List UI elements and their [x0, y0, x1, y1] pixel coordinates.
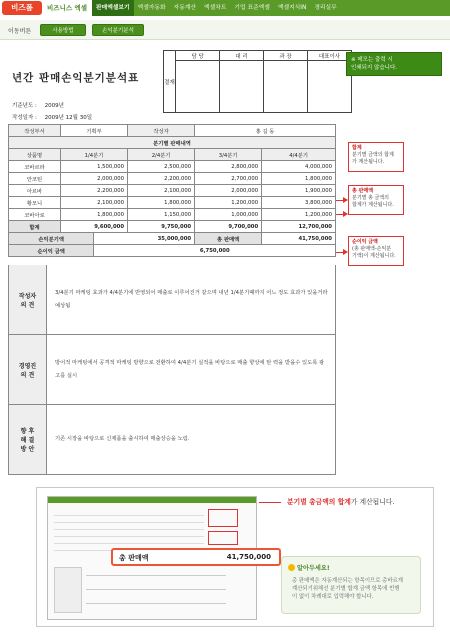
approval-head-2: 대 리: [220, 51, 264, 61]
q4-cell[interactable]: 1,800,000: [262, 173, 336, 185]
top-navigation-bar: [0, 0, 450, 16]
tip-title: [288, 563, 330, 572]
main-menu: [92, 0, 341, 16]
dept-label: 작성부서: [9, 125, 61, 137]
total-label: 합계: [9, 221, 61, 233]
q1-cell[interactable]: 2,100,000: [61, 197, 128, 209]
q1-cell[interactable]: 1,500,000: [61, 161, 128, 173]
q1-cell[interactable]: 2,200,000: [61, 185, 128, 197]
total-row: [9, 221, 336, 233]
approval-sign-4[interactable]: [308, 61, 352, 113]
mini-row: [54, 532, 204, 537]
col-header: 1/4분기: [61, 149, 128, 161]
zoomed-total-sales: [111, 548, 281, 566]
profit-label: 순이익 금액: [9, 245, 94, 257]
nav-item-excel-view[interactable]: 판매엑셀보기: [92, 0, 134, 16]
nav-item-knowledge[interactable]: 엑셀지식IN: [277, 5, 307, 11]
product-name[interactable]: 코바아로: [9, 209, 61, 221]
callout-total-title: 합계: [352, 145, 362, 151]
mini-callout: [208, 509, 238, 527]
callout-profit-text: (총 판매액-손익분 기액)이 계산됩니다.: [352, 246, 396, 259]
table-row: [9, 173, 336, 185]
tip-title-text: 알아두세요!: [297, 565, 330, 572]
total-sales-label: 총 판매액: [195, 233, 262, 245]
zoom-label: 총 판매액: [119, 554, 149, 562]
mini-row: [54, 511, 204, 516]
q3-cell[interactable]: 1,000,000: [195, 209, 262, 221]
mini-row: [54, 518, 204, 523]
q3-cell[interactable]: 2,800,000: [195, 161, 262, 173]
tutorial-panel: [36, 487, 434, 627]
mini-row: [54, 539, 204, 544]
q2-cell[interactable]: 2,200,000: [128, 173, 195, 185]
nav-item-auto-calc[interactable]: 자동계산: [173, 5, 197, 11]
callout-profit: [348, 236, 404, 266]
total-sales-value: 41,750,000: [262, 233, 336, 245]
total-q2: 9,750,000: [128, 221, 195, 233]
q3-cell[interactable]: 2,700,000: [195, 173, 262, 185]
sales-table: [8, 124, 336, 257]
callout-sales: [348, 185, 404, 215]
write-date-label: 작성일자 :: [12, 115, 37, 121]
write-date: [12, 113, 92, 121]
product-name[interactable]: 안코틴: [9, 173, 61, 185]
product-name[interactable]: 아르바: [9, 185, 61, 197]
table-row: [9, 185, 336, 197]
approval-head-4: 대표이사: [308, 51, 352, 61]
callout-total: [348, 142, 404, 172]
approval-sign-2[interactable]: [220, 61, 264, 113]
move-button-bar: [0, 20, 450, 40]
breakeven-value[interactable]: 35,000,000: [94, 233, 195, 245]
mini-row: [54, 525, 204, 530]
section-title: 분기별 판매내역: [9, 137, 336, 149]
col-header: 2/4분기: [128, 149, 195, 161]
page-title: 년간 판매손익분기분석표: [12, 72, 140, 84]
future-plan-label: 향 후 해 결 방 안: [9, 405, 47, 474]
move-button-label: 이동버튼: [8, 28, 32, 35]
profit-value: 6,750,000: [94, 245, 336, 257]
callout-profit-title: 순이익 금액: [352, 239, 378, 245]
sample-button[interactable]: 손익분기분석: [92, 24, 144, 36]
q4-cell[interactable]: 1,200,000: [262, 209, 336, 221]
q2-cell[interactable]: 1,150,000: [128, 209, 195, 221]
mini-opinion-label: [54, 567, 82, 613]
col-header: 4/4분기: [262, 149, 336, 161]
tutorial-hint-rest: 가 계산됩니다.: [350, 498, 395, 506]
nav-item-automation[interactable]: 엑셀자동화: [137, 5, 166, 11]
tutorial-hint: [287, 496, 395, 506]
writer-opinion-label: 작성자 의 견: [9, 265, 47, 334]
management-opinion-label: 경영진 의 견: [9, 335, 47, 404]
writer-label: 작성자: [128, 125, 195, 137]
mini-header: [48, 497, 256, 503]
hint-arrow: [259, 502, 281, 503]
q3-cell[interactable]: 2,000,000: [195, 185, 262, 197]
q3-cell[interactable]: 1,200,000: [195, 197, 262, 209]
mini-text-line: [86, 603, 226, 604]
total-q3: 9,700,000: [195, 221, 262, 233]
brand-logo[interactable]: [0, 0, 92, 16]
approval-box: [163, 50, 352, 113]
mini-text-line: [86, 589, 226, 590]
q1-cell[interactable]: 2,000,000: [61, 173, 128, 185]
callout-total-text: 분기별 금액의 합계 가 계산됩니다.: [352, 152, 394, 165]
q4-cell[interactable]: 1,900,000: [262, 185, 336, 197]
nav-item-accounting[interactable]: 경리실무: [314, 5, 337, 11]
future-plan-text[interactable]: 기존 시장을 바탕으로 신제품을 출시하여 매출상승을 노림.: [55, 436, 190, 442]
q4-cell[interactable]: 4,000,000: [262, 161, 336, 173]
nav-item-standard[interactable]: 기업 표준엑셀: [234, 5, 270, 11]
tutorial-hint-bold: 분기별 총금액의 합계: [287, 498, 351, 506]
mini-text-line: [86, 575, 226, 576]
callout-sales-text: 분기별 총 금액의 합계가 계산됩니다.: [352, 195, 394, 208]
print-note: [346, 52, 442, 76]
breakeven-label: 손익분기액: [9, 233, 94, 245]
approval-head-3: 과 장: [264, 51, 308, 61]
table-header-row: [9, 149, 336, 161]
writer-opinion: [8, 265, 336, 335]
base-year-label: 기준년도 :: [12, 103, 37, 109]
col-header: 상품명: [9, 149, 61, 161]
table-row: [9, 161, 336, 173]
usage-button[interactable]: 사용방법: [40, 24, 86, 36]
logo-main: 비즈폼: [2, 1, 42, 15]
future-plan: [8, 405, 336, 475]
tip-body: 총 판매액은 자동계산되는 항목이므로 총바르게 계산되기위해선 분기별 합계 금액 항목에 빈행 이 없이 차례대로 입력해야 합니다.: [292, 578, 404, 600]
callout-sales-title: 총 판매액: [352, 188, 374, 194]
table-row: [9, 197, 336, 209]
zoom-value: 41,750,000: [226, 553, 271, 561]
breakeven-row: [9, 233, 336, 245]
management-opinion-text[interactable]: 방어적 마케팅에서 공격적 마케팅 방향으로 전환하여 4/4분기 실적을 바탕으로 매출 향상에 탄 력을 받을수 있도록 광고를 실시: [55, 360, 325, 379]
approval-sign-1[interactable]: [176, 61, 220, 113]
management-opinion: [8, 335, 336, 405]
approval-side-label: 결재: [164, 51, 176, 113]
approval-head-1: 담 당: [176, 51, 220, 61]
table-row: [9, 209, 336, 221]
total-q1: 9,600,000: [61, 221, 128, 233]
product-name[interactable]: 황모니: [9, 197, 61, 209]
lightbulb-icon: [288, 564, 295, 571]
total-q4: 12,700,000: [262, 221, 336, 233]
base-year-value[interactable]: 2009년: [44, 103, 64, 109]
print-note-text: ※ 메모는 출력 시 인쇄되지 않습니다.: [351, 57, 398, 71]
write-date-value[interactable]: 2009년 12월 30일: [44, 115, 93, 121]
base-year: [12, 101, 64, 109]
nav-item-chart[interactable]: 엑셀차트: [204, 5, 227, 11]
q2-cell[interactable]: 1,800,000: [128, 197, 195, 209]
q1-cell[interactable]: 1,800,000: [61, 209, 128, 221]
writer-value[interactable]: 홍 길 동: [195, 125, 336, 137]
logo-sub: 비즈니스 엑셀: [47, 4, 87, 12]
mini-callout: [208, 531, 238, 545]
q2-cell[interactable]: 2,100,000: [128, 185, 195, 197]
dept-value[interactable]: 기획부: [61, 125, 128, 137]
approval-sign-3[interactable]: [264, 61, 308, 113]
product-name[interactable]: 코바르라: [9, 161, 61, 173]
tip-box: [281, 556, 421, 614]
col-header: 3/4분기: [195, 149, 262, 161]
profit-row: [9, 245, 336, 257]
q4-cell[interactable]: 3,800,000: [262, 197, 336, 209]
q2-cell[interactable]: 2,500,000: [128, 161, 195, 173]
writer-opinion-text[interactable]: 3/4분기 마케팅 효과가 4/4분기에 반영되어 매출로 이루어진거 같으며 내년 1/4분기때까지 어느 정도 효과가 있을거라 예상됨: [55, 290, 328, 309]
